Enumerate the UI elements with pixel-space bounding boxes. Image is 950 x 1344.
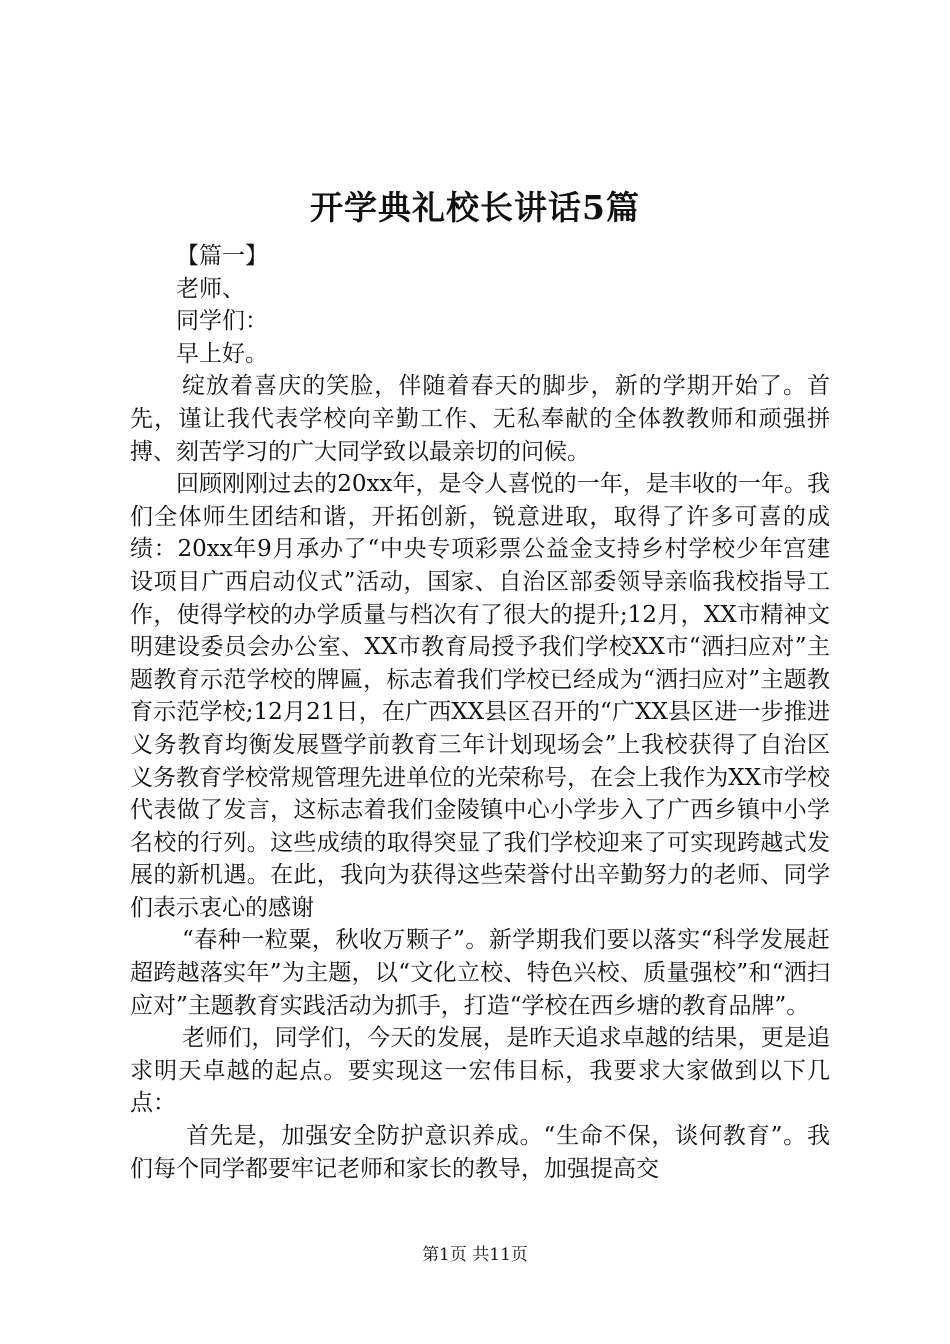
section-heading: 【篇一】: [176, 243, 268, 269]
page-footer: [0, 1243, 950, 1267]
document-body: [130, 240, 830, 1185]
salutation-line: 老师、: [176, 275, 245, 302]
page-number: 第1页: [422, 1245, 467, 1265]
paragraph: 首先是，加强安全防护意识养成。“生命不保，谈何教育”。我们每个同学都要牢记老师和家长的教导，加强提高交: [130, 1123, 830, 1182]
paragraph: 回顾刚刚过去的20xx年，是令人喜悦的一年，是丰收的一年。我们全体师生团结和谐，开拓创新，锐意进取，取得了许多可喜的成绩：20xx年9月承办了“中央专项彩票公益金支持乡村学校少年宫建设项目广西启动仪式”活动，国家、自治区部委领导亲临我校指导工作，使得学校的办学质量与档次有了很大的提升;12月，XX市精神文明建设委员会办公室、XX市教育局授予我们学校XX市“洒扫应对”主题教育示范学校的牌匾，标志着我们学校已经成为“洒扫应对”主题教育示范学校;12月21日，在广西XX县区召开的“广XX县区进一步推进义务教育均衡发展暨学前教育三年计划现场会”上我校获得了自治区义务教育学校常规管理先进单位的光荣称号，在会上我作为XX市学校代表做了发言，这标志着我们金陵镇中心小学步入了广西乡镇中小学名校的行列。这些成绩的取得突显了我们学校迎来了可实现跨越式发展的新机遇。在此，我向为获得这些荣誉付出辛勤努力的老师、同学们表示衷心的感谢: [130, 471, 830, 921]
document-title: 开学典礼校长讲话5篇: [310, 188, 640, 227]
page-total: 共11页: [472, 1245, 528, 1265]
paragraph: 绽放着喜庆的笑脸，伴随着春天的脚步，新的学期开始了。首先，谨让我代表学校向辛勤工作、无私奉献的全体教教师和顽强拼搏、刻苦学习的广大同学致以最亲切的问候。: [130, 373, 830, 465]
greeting-line: 早上好。: [176, 340, 268, 367]
salutation-line: 同学们：: [176, 308, 268, 335]
paragraph: “春种一粒粟，秋收万颗子”。新学期我们要以落实“科学发展赶超跨越落实年”为主题，以“文化立校、特色兴校、质量强校”和“洒扫应对”主题教育实践活动为抓手，打造“学校在西乡塘的教育品牌”。: [130, 927, 830, 1019]
paragraph: 老师们，同学们，今天的发展，是昨天追求卓越的结果，更是追求明天卓越的起点。要实现这一宏伟目标，我要求大家做到以下几点：: [130, 1025, 830, 1117]
